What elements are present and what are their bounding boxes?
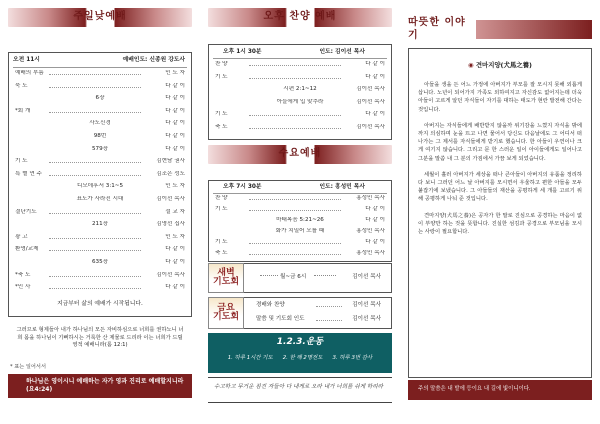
morning-title: 주일낮예배 xyxy=(73,11,127,23)
afternoon-item-detail: 시편 2:1~12 xyxy=(209,86,391,93)
movement-item: 3. 하루 3번 감사 xyxy=(332,355,373,361)
bullet-icon: ◉ xyxy=(468,61,476,69)
morning-row xyxy=(9,246,191,258)
morning-item-name: 특 별 연 주 xyxy=(15,170,42,177)
dot-leader xyxy=(249,254,341,255)
afternoon-row xyxy=(209,61,391,73)
story-header-title: 따뜻한 이야기 xyxy=(408,20,476,39)
story-footer xyxy=(408,380,592,400)
morning-item-person: 다 같 이 xyxy=(165,82,185,89)
friday-item: 경배와 찬양 xyxy=(256,302,285,308)
morning-row xyxy=(9,259,191,271)
dot-leader xyxy=(249,65,341,66)
movement-title: 1.2.3.운동 xyxy=(276,337,324,347)
wednesday-item-person: 다 같 이 xyxy=(365,239,385,245)
dot-leader xyxy=(49,175,141,176)
morning-item-detail: 표도가 사라진 시대 xyxy=(9,196,191,203)
wednesday-item-person: 홍성민 목사 xyxy=(356,195,385,201)
morning-item-person: 김이선 목사 xyxy=(156,196,185,202)
story-paragraph: 세월이 흘러 아버지가 세상을 떠나 큰아들이 아버지의 유품을 정리하다 보니 그러던 어느 날 아버지를 모시면서 우울하고 편한 아들을 모두 붙잡기에 보냈습니다. 그 아들들의 재산을 공평하게 세 개를 고르기 위해 공평하게 나눠 준 것입니다. xyxy=(418,171,582,203)
morning-item-name: 기 도 xyxy=(15,158,28,165)
story-footer-text: 주의 말씀은 내 발에 등이요 내 길에 빛이니이다. xyxy=(418,386,531,393)
wednesday-item-name: 찬 양 xyxy=(215,195,228,201)
dawn-time: 월~금 6시 xyxy=(280,274,307,280)
morning-item-detail: 211장 xyxy=(9,221,191,228)
dot-leader xyxy=(316,320,342,321)
movement-item: 1. 하루 1시간 기도 xyxy=(227,355,273,361)
morning-item-name: 광 고 xyxy=(15,233,28,240)
afternoon-item-person: 김이선 목사 xyxy=(356,124,385,130)
story-paragraph: 아버지는 자식들에게 배반받지 않을까 위기감을 느꼈지 자식을 밖에까지 의심하며 눈을 뜨고 나면 물어서 당신도 다음날에도 그 어디서 떠나가는 그 제서를 자식들에게 받기로 했습니다. 한 아들이 우연이나 크게 여기지 않습니다. 그리고 문 한 스러운 일이 아이들에게도 일어나고 그분을 말씀 내 그 분의 가짐에서 가끔 보게 되었습니다. xyxy=(418,122,582,162)
afternoon-item-name: 축 도 xyxy=(215,124,228,130)
morning-item-detail: 635장 xyxy=(9,259,191,266)
morning-item-person: 다 같 이 xyxy=(165,107,185,114)
morning-row xyxy=(9,83,191,95)
morning-row xyxy=(9,284,191,296)
morning-item-person: 인 도 자 xyxy=(165,233,185,240)
story-column xyxy=(400,0,600,424)
morning-leader: 예배인도: 신종원 강도사 xyxy=(122,57,185,63)
morning-item-person: 김조은 성도 xyxy=(156,170,185,177)
story-header xyxy=(408,17,592,41)
morning-item-person: 다 같 이 xyxy=(165,145,185,152)
standing-note: * 표는 일어서서 xyxy=(10,364,46,370)
story-box xyxy=(408,48,592,378)
dot-leader xyxy=(49,276,141,277)
morning-item-person: 다 같 이 xyxy=(165,133,185,139)
afternoon-item-detail: 아들에게 입 맞추라 xyxy=(209,99,391,106)
dot-leader xyxy=(249,243,341,244)
afternoon-row xyxy=(209,124,391,136)
morning-row xyxy=(9,221,191,233)
afternoon-leader: 인도: 김이선 목사 xyxy=(319,49,365,55)
wednesday-item-name: 축 도 xyxy=(215,250,228,256)
wednesday-item-detail: 마태복음 5:21~26 xyxy=(209,217,391,224)
afternoon-order-box xyxy=(208,44,392,140)
morning-row xyxy=(9,158,191,170)
wednesday-item-name: 기 도 xyxy=(215,239,228,245)
friday-leader: 김이선 목사 xyxy=(352,316,381,322)
story-title: 견마지양(犬馬之養) xyxy=(475,61,532,69)
dot-leader xyxy=(49,238,141,239)
afternoon-row xyxy=(209,99,391,111)
morning-quote: 그러므로 형제들아 내가 하나님의 모든 자비하심으로 너희를 권하노니 너희 몸을 하나님이 기뻐하시는 거룩한 산 제물로 드리라 이는 너희가 드릴 영적 예배니라(롬 12:1) xyxy=(16,327,184,349)
morning-item-person: 인 도 자 xyxy=(165,70,185,76)
wednesday-leader: 인도: 홍성민 목사 xyxy=(319,184,365,190)
afternoon-row xyxy=(209,111,391,123)
morning-item-name: *인 사 xyxy=(15,284,31,291)
morning-item-person: 다 같 이 xyxy=(165,259,185,265)
morning-time: 오전 11시 xyxy=(13,57,40,63)
morning-row xyxy=(9,196,191,208)
morning-item-name: *회 개 xyxy=(15,107,31,114)
morning-header xyxy=(8,8,192,27)
afternoon-item-name: 기 도 xyxy=(215,111,228,118)
morning-item-person: 김이선 목사 xyxy=(156,271,185,278)
dawn-prayer-box xyxy=(244,263,392,293)
dot-leader xyxy=(249,210,341,211)
invitation-text: 수고하고 무거운 짐진 자들아 다 내게로 오라 내가 너희를 쉬게 하리라 xyxy=(214,384,384,390)
afternoon-item-person: 김이선 목사 xyxy=(356,98,385,105)
wednesday-item-person: 홍성민 목사 xyxy=(356,228,385,234)
afternoon-item-name: 찬 양 xyxy=(215,61,228,67)
morning-item-detail: 579장 xyxy=(9,146,191,153)
afternoon-row xyxy=(209,74,391,86)
afternoon-item-person: 다 같 이 xyxy=(365,61,385,67)
dot-leader xyxy=(49,74,141,75)
morning-row xyxy=(9,146,191,158)
morning-item-name: 예배의 부름 xyxy=(15,70,44,76)
dot-leader xyxy=(249,128,341,129)
morning-order-box xyxy=(8,52,192,317)
morning-row xyxy=(9,234,191,246)
dot-leader xyxy=(49,288,141,289)
morning-item-person: 설 교 자 xyxy=(165,208,185,215)
wednesday-item-detail: 화가 치밀어 오를 때 xyxy=(209,228,391,235)
wednesday-order-box xyxy=(208,180,392,262)
morning-item-person: 다 같 이 xyxy=(165,95,185,102)
wednesday-title: 수요예배 xyxy=(278,148,322,160)
dot-leader xyxy=(49,87,141,88)
afternoon-time: 오후 1시 30분 xyxy=(223,49,262,55)
morning-item-person: 김영선 집사 xyxy=(156,221,185,228)
morning-row xyxy=(9,120,191,132)
invitation-box xyxy=(208,377,392,403)
morning-row xyxy=(9,209,191,221)
morning-item-detail: 98번 xyxy=(9,133,191,140)
morning-item-person: 다 같 이 xyxy=(165,120,185,127)
afternoon-item-person: 다 같 이 xyxy=(365,111,385,118)
afternoon-row xyxy=(209,86,391,98)
morning-item-name: *축 도 xyxy=(15,271,31,278)
morning-column xyxy=(0,0,200,424)
morning-item-name: 묵 도 xyxy=(15,82,28,89)
wednesday-header xyxy=(208,145,392,164)
morning-row xyxy=(9,108,191,120)
middle-column xyxy=(200,0,400,424)
dot-leader xyxy=(49,112,141,113)
morning-item-person: 다 같 이 xyxy=(165,246,185,253)
key-verse xyxy=(8,374,192,398)
dot-leader xyxy=(249,115,341,116)
morning-item-detail: 사도신경 xyxy=(9,120,191,127)
key-verse-text: 하나님은 영이시니 예배하는 자가 영과 진리로 예배할지니라 (요4:24) xyxy=(26,377,184,393)
friday-item: 말씀 및 기도회 인도 xyxy=(256,316,305,322)
friday-prayer-box xyxy=(244,297,392,329)
morning-item-person: 인 도 자 xyxy=(165,183,185,190)
afternoon-item-person: 김이선 목사 xyxy=(356,86,385,93)
afternoon-header xyxy=(208,8,392,27)
morning-row xyxy=(9,95,191,107)
morning-row xyxy=(9,70,191,82)
friday-leader: 김이선 목사 xyxy=(352,302,381,308)
morning-item-person: 김현남 권사 xyxy=(156,158,185,165)
dot-leader xyxy=(249,199,341,200)
dot-leader xyxy=(316,306,342,307)
dawn-leader: 김이선 목사 xyxy=(352,274,381,280)
afternoon-item-name: 기 도 xyxy=(215,73,228,80)
morning-row xyxy=(9,133,191,145)
dot-leader xyxy=(249,78,341,79)
wednesday-item-person: 다 같 이 xyxy=(365,206,385,212)
dot-leader xyxy=(49,213,141,214)
morning-item-detail: 6장 xyxy=(9,95,191,102)
friday-label-text: 금요 기도회 xyxy=(212,302,240,322)
dawn-prayer-label xyxy=(208,263,244,293)
wednesday-time: 오후 7시 30분 xyxy=(223,184,262,190)
morning-row xyxy=(9,171,191,183)
morning-item-name: 환영/교제 xyxy=(15,246,39,253)
morning-row xyxy=(9,183,191,195)
morning-item-name: 결단기도 xyxy=(15,208,37,215)
wednesday-item-name: 기 도 xyxy=(215,206,228,212)
dot-leader xyxy=(49,162,141,163)
movement-item: 2. 한 해 2명전도 xyxy=(282,355,323,361)
afternoon-title: 오후 찬양 예배 xyxy=(263,11,337,23)
story-title-line xyxy=(409,61,591,69)
morning-row xyxy=(9,272,191,284)
morning-closing: 지금부터 삶의 예배가 시작됩니다. xyxy=(57,301,143,307)
morning-item-detail: 디모데후서 3:1~5 xyxy=(9,183,191,190)
dot-leader xyxy=(49,250,141,251)
movement-box xyxy=(208,333,392,373)
story-paragraph: 견마지양(犬馬之養)은 공자가 한 말로 진심으로 공경하는 마음이 없이 부양만 하는 것을 뜻합니다. 진실한 섬김과 공경으로 부모님을 모시는 사랑이 필요합니다. xyxy=(418,212,582,236)
wednesday-item-person: 다 같 이 xyxy=(365,217,385,223)
dawn-label-text: 새벽 기도회 xyxy=(212,267,240,287)
morning-item-person: 다 같 이 xyxy=(165,284,185,291)
wednesday-item-person: 홍성민 목사 xyxy=(356,250,385,256)
afternoon-item-person: 다 같 이 xyxy=(365,73,385,80)
friday-prayer-label xyxy=(208,297,244,329)
story-paragraph: 아들을 생을 든 어느 가정에 아버지가 부모를 잘 모시지 못해 외롭게 삽니다. 노년이 되어가지 가족도 외하여지고 자신감도 없어지는데 더욱 아들이 고르게 알던 자식들이 자기를 대하는 태도가 현란 발전해 간다는 것입니다. xyxy=(418,82,582,113)
wednesday-row xyxy=(209,250,391,262)
